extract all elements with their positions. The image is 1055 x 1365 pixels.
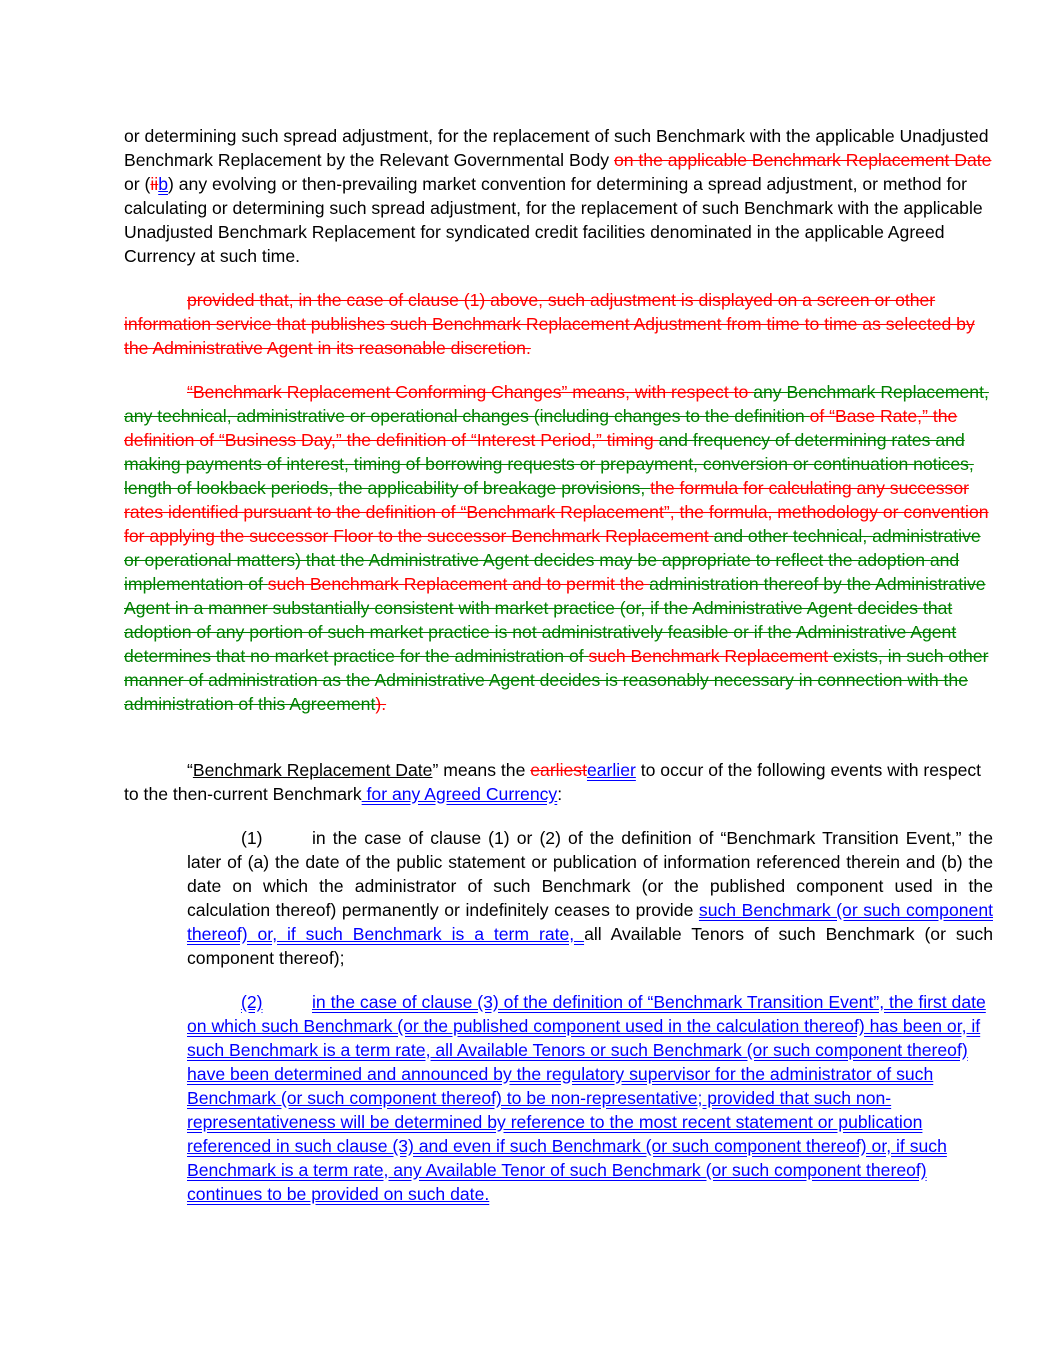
text-run: to occur of the following events with respect to the then-current Benchmark <box>124 760 982 804</box>
paragraph-proviso <box>124 288 994 360</box>
deleted-text: such Benchmark Replacement and to permit the <box>267 574 650 594</box>
text-run: all Available Tenors of such Benchmark (or such component thereof); <box>187 924 993 968</box>
paragraph-spread-adjustment <box>124 124 994 268</box>
inserted-text: such Benchmark (or such component thereof) or, if such Benchmark is a term rate, <box>187 900 993 944</box>
moved-text: and other technical, administrative or operational matters) that the Administrative Agent decides may be appropriate to reflect the adoption and implementation of <box>124 526 981 594</box>
deleted-text: “Benchmark Replacement Conforming Changes” means, with respect to <box>187 382 754 402</box>
deleted-text: of “Base Rate,” the definition of “Business Day,” the definition of “Interest Period,” timing <box>124 406 958 450</box>
text-run: in the case of clause (1) or (2) of the definition of “Benchmark Transition Event,” the later of (a) the date of the public statement or publication of information referenced therein and (b) the date on which the administrator of such Benchmark (or the published component used in the calculation thereof) permanently or indefinitely ceases to provide <box>187 828 993 920</box>
clause-2 <box>187 990 993 1206</box>
deleted-text: the formula for calculating any successor rates identified pursuant to the definition of “Benchmark Replacement”, the formula, methodology or convention for applying the successor Floor to the successor Benchmark Replacement <box>124 478 989 546</box>
inserted-text: b <box>158 174 169 194</box>
inserted-text: in the case of clause (3) of the definition of “Benchmark Transition Event”, the first date on which such Benchmark (or the published component used in the calculation thereof) has been or, if such Benchmark is a term rate, all Available Tenors or such Benchmark (or such component thereof) have been determined and announced by the regulatory supervisor for the administrator of such Benchmark (or such component thereof) to be non-representative; provided that such non-representativeness will be determined by reference to the most recent statement or publication referenced in such clause (3) and even if such Benchmark (or such component thereof) or, if such Benchmark is a term rate, any Available Tenor of such Benchmark (or such component thereof) continues to be provided on such date. <box>187 992 986 1204</box>
paragraph-conforming-changes <box>124 380 992 716</box>
paragraph-replacement-date <box>124 758 994 806</box>
deleted-text: earliest <box>530 760 587 780</box>
deleted-text: ii <box>150 174 159 194</box>
text-run: “ <box>187 760 193 780</box>
deleted-text: such Benchmark Replacement <box>588 646 833 666</box>
moved-text: any Benchmark Replacement, any technical, administrative or operational changes (including changes to the definition <box>124 382 989 426</box>
text-run: or ( <box>124 174 151 194</box>
text-run: ” means the <box>432 760 531 780</box>
inserted-text: earlier <box>586 760 636 780</box>
text-run: or determining such spread adjustment, for the replacement of such Benchmark with the applicable Unadjusted Benchmark Replacement by the Relevant Governmental Body <box>124 126 989 170</box>
moved-text: administration thereof by the Administrative Agent in a manner substantially consistent with market practice (or, if the Administrative Agent decides that adoption of any portion of such market practice is not administratively feasible or if the Administrative Agent determines that no market practice for the administration of <box>124 574 986 666</box>
moved-text: and frequency of determining rates and making payments of interest, timing of borrowing requests or prepayment, conversion or continuation notices, length of lookback periods, the applicability of breakage provisions, <box>124 430 974 498</box>
clause-1 <box>187 826 993 970</box>
inserted-text: for any Agreed Currency <box>361 784 558 804</box>
deleted-text: provided that, in the case of clause (1) above, such adjustment is displayed on a screen or other information service that publishes such Benchmark Replacement Adjustment from time to time as selected by the Administrative Agent in its reasonable discretion. <box>124 290 975 358</box>
clause-number: (2) <box>241 992 263 1012</box>
clause-number: (1) <box>241 828 263 848</box>
text-run: ) any evolving or then-prevailing market convention for determining a spread adjustment, or method for calculating or determining such spread adjustment, for the replacement of such Benchmark with the applicable Unadjusted Benchmark Replacement for syndicated credit facilities denominated in the applicable Agreed Currency at such time. <box>124 174 983 266</box>
text-run: : <box>557 784 563 804</box>
defined-term: Benchmark Replacement Date <box>192 760 433 780</box>
deleted-text: ). <box>375 694 387 714</box>
moved-text: exists, in such other manner of administration as the Administrative Agent decides is reasonably necessary in connection with the administration of this Agreement <box>124 646 989 714</box>
deleted-text: on the applicable Benchmark Replacement Date <box>613 150 992 170</box>
